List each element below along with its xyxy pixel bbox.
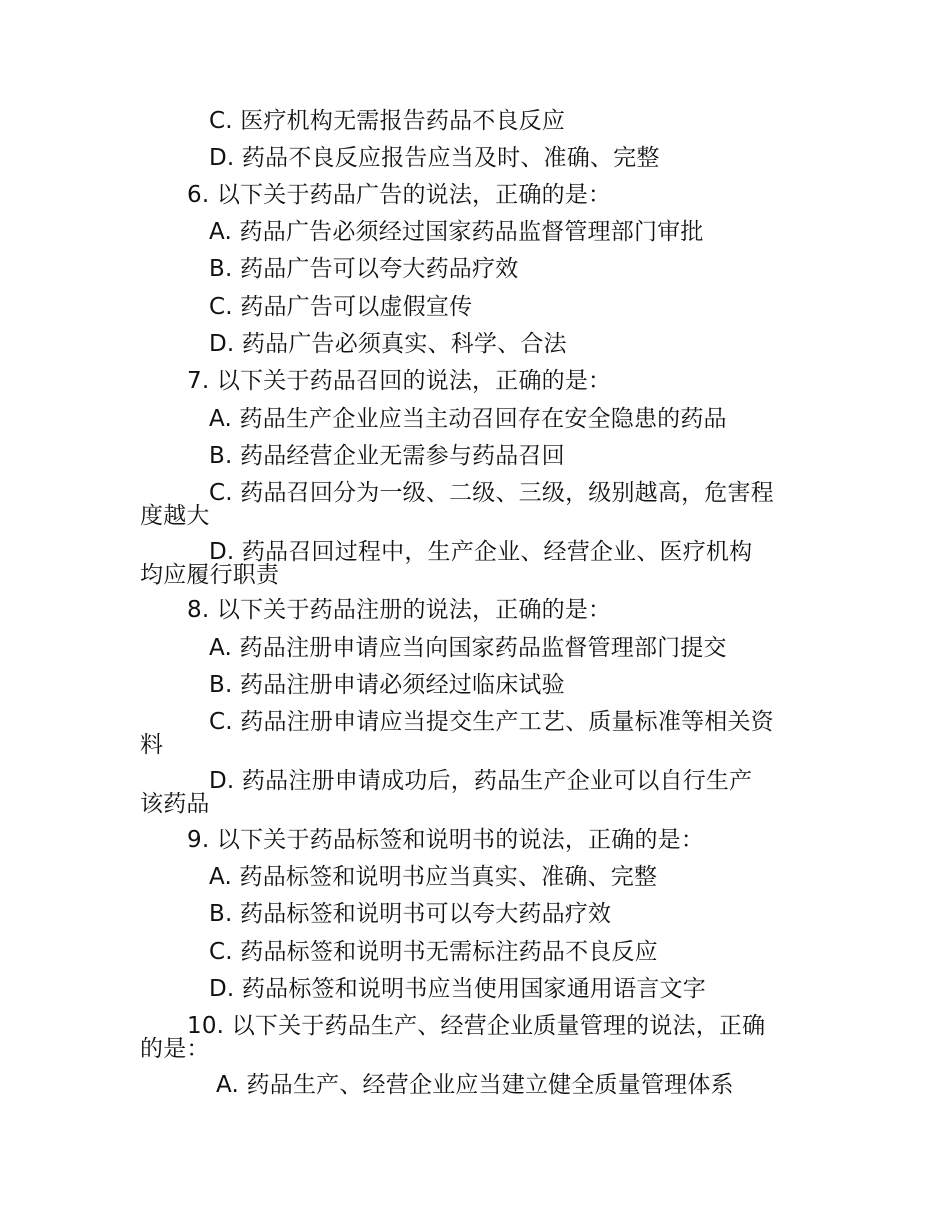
option-text: D. 药品标签和说明书应当使用国家通用语言文字 [209,976,706,1002]
option-text: A. 药品生产、经营企业应当建立健全质量管理体系 [216,1072,734,1098]
option-text-continued: 度越大 [140,503,210,529]
option-text: A. 药品标签和说明书应当真实、准确、完整 [209,864,658,890]
option-text: D. 药品召回过程中，生产企业、经营企业、医疗机构 [209,539,753,565]
option-text: C. 药品广告可以虚假宣传 [209,294,473,320]
option-text: C. 药品注册申请应当提交生产工艺、质量标准等相关资 [209,709,774,735]
question-text: 6. 以下关于药品广告的说法，正确的是： [187,182,612,208]
question-text: 10. 以下关于药品生产、经营企业质量管理的说法，正确 [187,1013,766,1039]
question-text: 8. 以下关于药品注册的说法，正确的是： [187,597,612,623]
option-text: D. 药品广告必须真实、科学、合法 [209,331,567,357]
option-text: A. 药品注册申请应当向国家药品监督管理部门提交 [209,635,727,661]
option-text: B. 药品标签和说明书可以夸大药品疗效 [209,901,612,927]
option-text: B. 药品经营企业无需参与药品召回 [209,443,565,469]
option-text: C. 医疗机构无需报告药品不良反应 [209,108,566,134]
option-text: C. 药品召回分为一级、二级、三级，级别越高，危害程 [209,480,774,506]
option-text: C. 药品标签和说明书无需标注药品不良反应 [209,939,658,965]
option-text-continued: 该药品 [140,791,210,817]
option-text: D. 药品注册申请成功后，药品生产企业可以自行生产 [209,768,753,794]
option-text: B. 药品广告可以夸大药品疗效 [209,256,519,282]
question-text-continued: 的是： [140,1036,210,1062]
option-text: A. 药品生产企业应当主动召回存在安全隐患的药品 [209,406,727,432]
option-text-continued: 均应履行职责 [140,562,280,588]
option-text-continued: 料 [140,732,164,758]
option-text: B. 药品注册申请必须经过临床试验 [209,672,565,698]
question-text: 7. 以下关于药品召回的说法，正确的是： [187,368,612,394]
question-text: 9. 以下关于药品标签和说明书的说法，正确的是： [187,827,705,853]
option-text: D. 药品不良反应报告应当及时、准确、完整 [209,145,660,171]
option-text: A. 药品广告必须经过国家药品监督管理部门审批 [209,219,704,245]
